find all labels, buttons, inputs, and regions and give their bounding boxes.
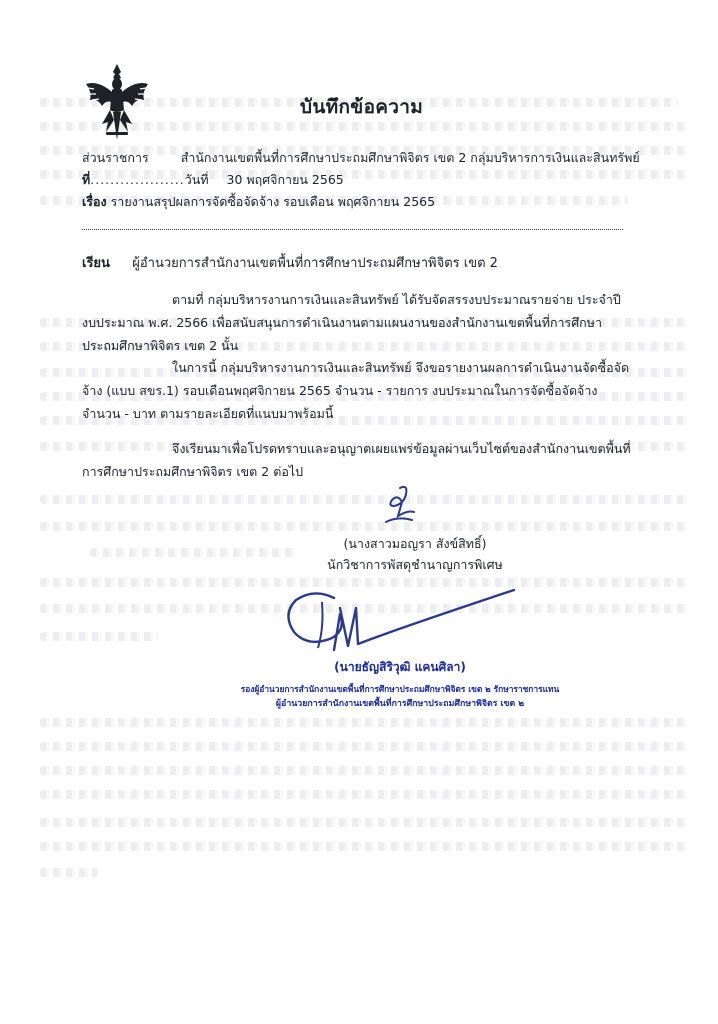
body-line: จำนวน - บาท ตามรายละเอียดที่แนบมาพร้อมนี้: [82, 406, 334, 421]
ref-dots: ...................: [90, 172, 185, 187]
header-divider: [82, 229, 623, 230]
subject-label: เรื่อง: [82, 194, 107, 209]
body-line: ประถมศึกษาพิจิตร เขต 2 นั้น: [82, 338, 239, 353]
body-line: จึงเรียนมาเพื่อโปรดทราบและอนุญาตเผยแพร่ข้อมูลผ่านเว็บไซต์ของสำนักงานเขตพื้นที่: [172, 441, 631, 456]
body-line: การศึกษาประถมศึกษาพิจิตร เขต 2 ต่อไป: [82, 464, 304, 479]
bleed-through-line: [40, 766, 688, 775]
signature-2: [274, 578, 519, 664]
ref-label: ที่: [82, 172, 91, 187]
bleed-through-line: [40, 868, 98, 877]
bleed-through-line: [40, 495, 688, 504]
memo-title: บันทึกข้อความ: [300, 96, 424, 118]
body-line: ในการนี้ กลุ่มบริหารงานการเงินและสินทรัพย์ จึงขอรายงานผลการดำเนินงานจัดซื้อจัด: [172, 360, 630, 375]
signer2-position-line1: รองผู้อำนวยการสำนักงานเขตพื้นที่การศึกษาประถมศึกษาพิจิตร เขต ๒ รักษาราชการแทน: [240, 684, 560, 694]
bleed-through-line: [40, 522, 688, 531]
signer1-name: (นางสาวมอญรา สังข์สิทธิ์): [343, 536, 487, 551]
agency-value: สำนักงานเขตพื้นที่การศึกษาประถมศึกษาพิจิตร เขต 2 กลุ่มบริหารการเงินและสินทรัพย์: [180, 150, 640, 165]
signer1-position: นักวิชาการพัสดุชำนาญการพิเศษ: [327, 557, 503, 572]
bleed-through-line: [40, 790, 688, 799]
bleed-through-line: [40, 632, 158, 641]
body-line: จ้าง (แบบ สขร.1) รอบเดือนพฤศจิกายน 2565 จำนวน - รายการ งบประมาณในการจัดซื้อจัดจ้าง: [82, 383, 598, 398]
subject-row: [82, 193, 435, 211]
agency-label: ส่วนราชการ: [82, 150, 149, 165]
bleed-through-line: [40, 818, 688, 827]
bleed-through-line: [40, 742, 688, 751]
date-label: วันที่: [184, 172, 209, 187]
bleed-through-line: [40, 718, 688, 727]
subject-value: รายงานสรุปผลการจัดซื้อจัดจ้าง รอบเดือน พฤศจิกายน 2565: [110, 194, 436, 209]
salutation-row: [82, 255, 498, 273]
signature-1: [378, 482, 420, 526]
agency-row: [82, 149, 640, 167]
to-label: เรียน: [82, 256, 110, 271]
garuda-emblem-icon: [84, 62, 150, 142]
date-value: 30 พฤศจิกายน 2565: [226, 172, 344, 187]
bleed-through-line: [40, 842, 688, 851]
bleed-through-line: [90, 548, 298, 557]
body-line: งบประมาณ พ.ศ. 2566 เพื่อสนับสนุนการดำเนินงานตามแผนงานของสำนักงานเขตพื้นที่การศึกษา: [82, 315, 603, 330]
ref-date-row: [82, 171, 344, 189]
body-line: ตามที่ กลุ่มบริหารงานการเงินและสินทรัพย์ ได้รับจัดสรรงบประมาณรายจ่าย ประจำปี: [172, 292, 621, 307]
signer2-name: (นายธัญสิริวุฒิ แคนศิลา): [334, 660, 466, 674]
signer2-position-line2: ผู้อำนวยการสำนักงานเขตพื้นที่การศึกษาประถมศึกษาพิจิตร เขต ๒: [275, 699, 525, 709]
to-value: ผู้อำนวยการสำนักงานเขตพื้นที่การศึกษาประถมศึกษาพิจิตร เขต 2: [132, 256, 498, 271]
